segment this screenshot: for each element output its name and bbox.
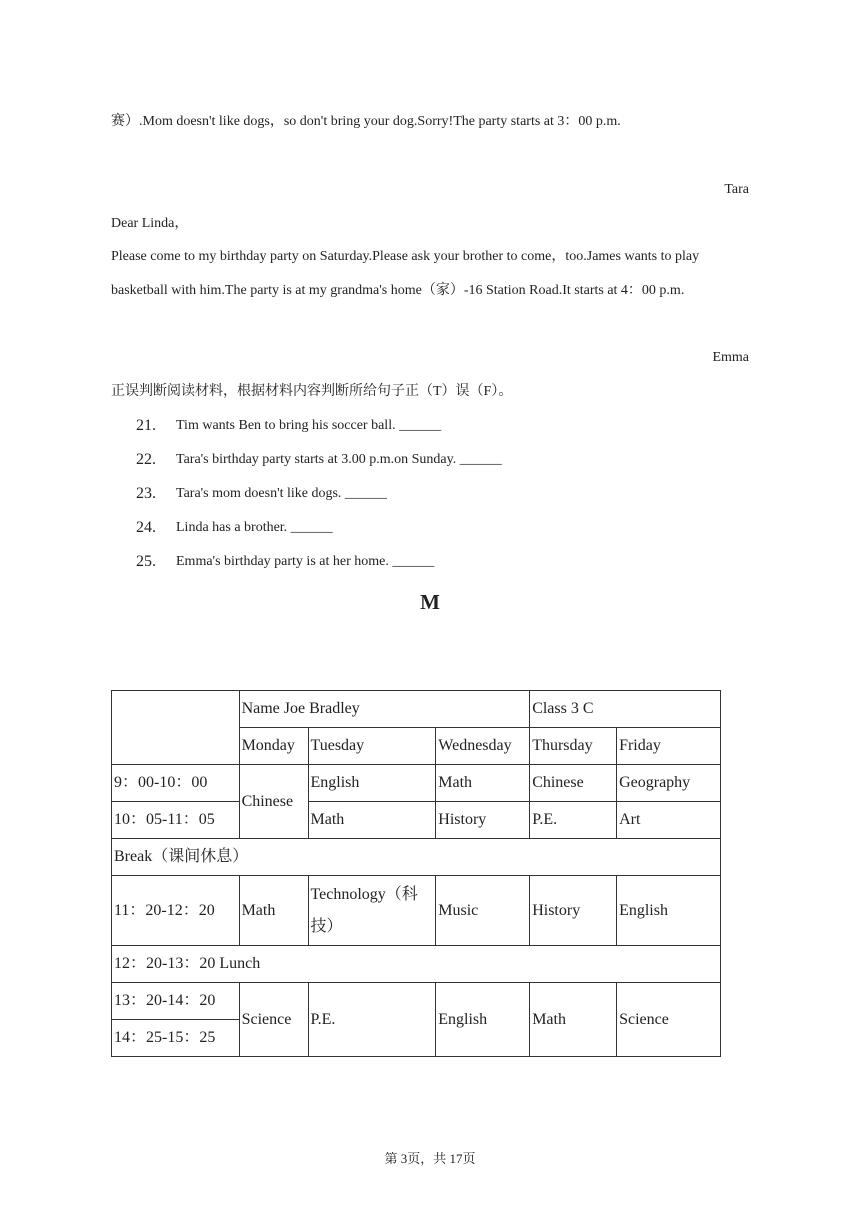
question-number: 24. <box>136 519 156 536</box>
question-text: Emma's birthday party is at her home. ______ <box>176 554 435 569</box>
subject-cell: Technology（科技） <box>308 876 436 946</box>
subject-cell: Chinese <box>530 765 617 802</box>
question-text: Tim wants Ben to bring his soccer ball. ______ <box>176 418 442 433</box>
subject-cell: Math <box>530 983 617 1057</box>
time-cell: 10：05-11：05 <box>112 802 240 839</box>
letter-line: basketball with him.The party is at my grandma's home（家）-16 Station Road.It starts at 4：00 p.m. <box>111 283 685 298</box>
letter-greeting: Dear Linda， <box>111 216 189 231</box>
question-text: Linda has a brother. ______ <box>176 520 333 535</box>
question-number: 25. <box>136 553 156 570</box>
time-cell: 9：00-10：00 <box>112 765 240 802</box>
subject-cell: History <box>530 876 617 946</box>
subject-cell: English <box>308 765 436 802</box>
subject-cell: Music <box>436 876 530 946</box>
day-header: Monday <box>239 728 308 765</box>
day-header: Friday <box>617 728 721 765</box>
day-header: Tuesday <box>308 728 436 765</box>
subject-cell: P.E. <box>308 983 436 1057</box>
signature-emma: Emma <box>712 350 749 365</box>
timetable-corner <box>112 691 240 765</box>
student-name: Name Joe Bradley <box>239 691 530 728</box>
subject-cell: Art <box>617 802 721 839</box>
question-number: 23. <box>136 485 156 502</box>
subject-cell: Math <box>308 802 436 839</box>
subject-cell: English <box>436 983 530 1057</box>
subject-cell: Science <box>617 983 721 1057</box>
time-cell: 13：20-14：20 <box>112 983 240 1020</box>
time-cell: 14：25-15：25 <box>112 1020 240 1057</box>
subject-cell: Math <box>436 765 530 802</box>
break-row: Break（课间休息） <box>112 839 721 876</box>
page-footer: 第 3页，共 17页 <box>384 1151 476 1166</box>
letter-line: 赛）.Mom doesn't like dogs，so don't bring your dog.Sorry!The party starts at 3：00 p.m. <box>111 114 621 129</box>
subject-cell: Math <box>239 876 308 946</box>
time-cell: 11：20-12：20 <box>112 876 240 946</box>
question-text: Tara's birthday party starts at 3.00 p.m.on Sunday. ______ <box>176 452 502 467</box>
subject-cell: Chinese <box>239 765 308 839</box>
subject-cell: English <box>617 876 721 946</box>
lunch-row: 12：20-13：20 Lunch <box>112 946 721 983</box>
timetable <box>111 690 721 1057</box>
subject-cell: P.E. <box>530 802 617 839</box>
subject-cell: History <box>436 802 530 839</box>
subject-cell: Science <box>239 983 308 1057</box>
day-header: Wednesday <box>436 728 530 765</box>
subject-cell: Geography <box>617 765 721 802</box>
instruction: 正误判断阅读材料，根据材料内容判断所给句子正（T）误（F）。 <box>111 384 513 399</box>
section-heading: M <box>420 590 440 614</box>
question-number: 21. <box>136 417 156 434</box>
question-number: 22. <box>136 451 156 468</box>
day-header: Thursday <box>530 728 617 765</box>
signature-tara: Tara <box>724 182 749 197</box>
question-text: Tara's mom doesn't like dogs. ______ <box>176 486 387 501</box>
letter-line: Please come to my birthday party on Saturday.Please ask your brother to come，too.James wants to play <box>111 249 700 264</box>
student-class: Class 3 C <box>530 691 721 728</box>
